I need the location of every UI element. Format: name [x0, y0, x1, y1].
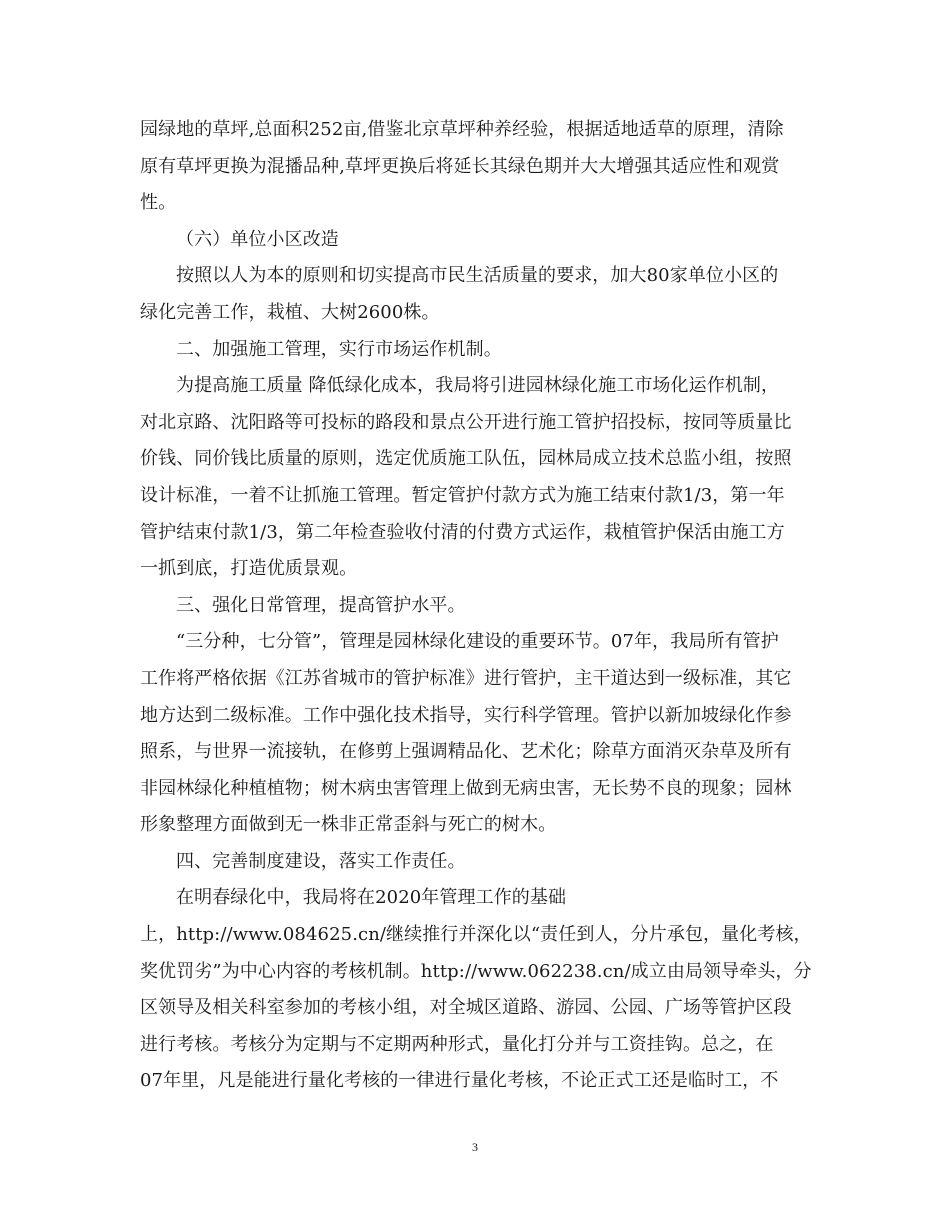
section-heading: （六）单位小区改造: [176, 228, 339, 250]
text-line: 绿化完善工作，栽植、大树2600株。: [140, 301, 440, 323]
text-line: 非园林绿化种植植物；树木病虫害管理上做到无病虫害，无长势不良的现象；园林: [140, 777, 792, 799]
text-line: 地方达到二级标准。工作中强化技术指导，实行科学管理。管护以新加坡绿化作参: [140, 704, 792, 726]
text-line: 原有草坪更换为混播品种,草坪更换后将延长其绿色期并大大增强其适应性和观赏: [140, 155, 780, 177]
text-line: 对北京路、沈阳路等可投标的路段和景点公开进行施工管护招投标，按同等质量比: [140, 411, 792, 433]
text-line: 07年里，凡是能进行量化考核的一律进行量化考核，不论正式工还是临时工，不: [140, 1070, 779, 1092]
section-heading: 二、加强施工管理，实行市场运作机制。: [176, 338, 502, 360]
text-line: 照系，与世界一流接轨，在修剪上强调精品化、艺术化；除草方面消灭杂草及所有: [140, 741, 792, 763]
section-heading: 四、完善制度建设，落实工作责任。: [176, 850, 466, 872]
text-line: 性。: [140, 192, 177, 214]
text-line: 一抓到底，打造优质景观。: [140, 558, 358, 580]
text-line: 在明春绿化中，我局将在2020年管理工作的基础: [176, 887, 567, 909]
text-line: 奖优罚劣”为中心内容的考核机制。http://www.062238.cn/成立由局领导牵头，分: [140, 960, 812, 982]
text-line: 园绿地的草坪,总面积252亩,借鉴北京草坪种养经验，根据适地适草的原理，清除: [140, 119, 784, 140]
text-line: 进行考核。考核分为定期与不定期两种形式，量化打分并与工资挂钩。总之，在: [140, 1033, 774, 1055]
text-line: 工作将严格依据《江苏省城市的管护标准》进行管护，主干道达到一级标准，其它: [140, 667, 792, 689]
text-line: 设计标准，一着不让抓施工管理。暂定管护付款方式为施工结束付款1/3，第一年: [140, 484, 785, 506]
text-line: 按照以人为本的原则和切实提高市民生活质量的要求，加大80家单位小区的: [176, 265, 779, 287]
text-line: 管护结束付款1/3，第二年检查验收付清的付费方式运作，栽植管护保活由施工方: [140, 521, 785, 543]
body-text: [140, 112, 820, 1100]
text-line: 为提高施工质量 降低绿化成本，我局将引进园林绿化施工市场化运作机制，: [176, 375, 780, 397]
text-line: 上，http://www.084625.cn/继续推行并深化以“责任到人，分片承包，量化考核，: [140, 924, 812, 946]
section-heading: 三、强化日常管理，提高管护水平。: [176, 594, 466, 616]
text-line: 形象整理方面做到无一株非正常歪斜与死亡的树木。: [140, 814, 557, 836]
text-line: “三分种，七分管”，管理是园林绿化建设的重要环节。07年，我局所有管护: [176, 631, 779, 653]
text-line: 区领导及相关科室参加的考核小组，对全城区道路、游园、公园、广场等管护区段: [140, 997, 792, 1019]
text-line: 价钱、同价钱比质量的原则，选定优质施工队伍，园林局成立技术总监小组，按照: [140, 448, 792, 470]
page-number: 3: [472, 1140, 478, 1154]
